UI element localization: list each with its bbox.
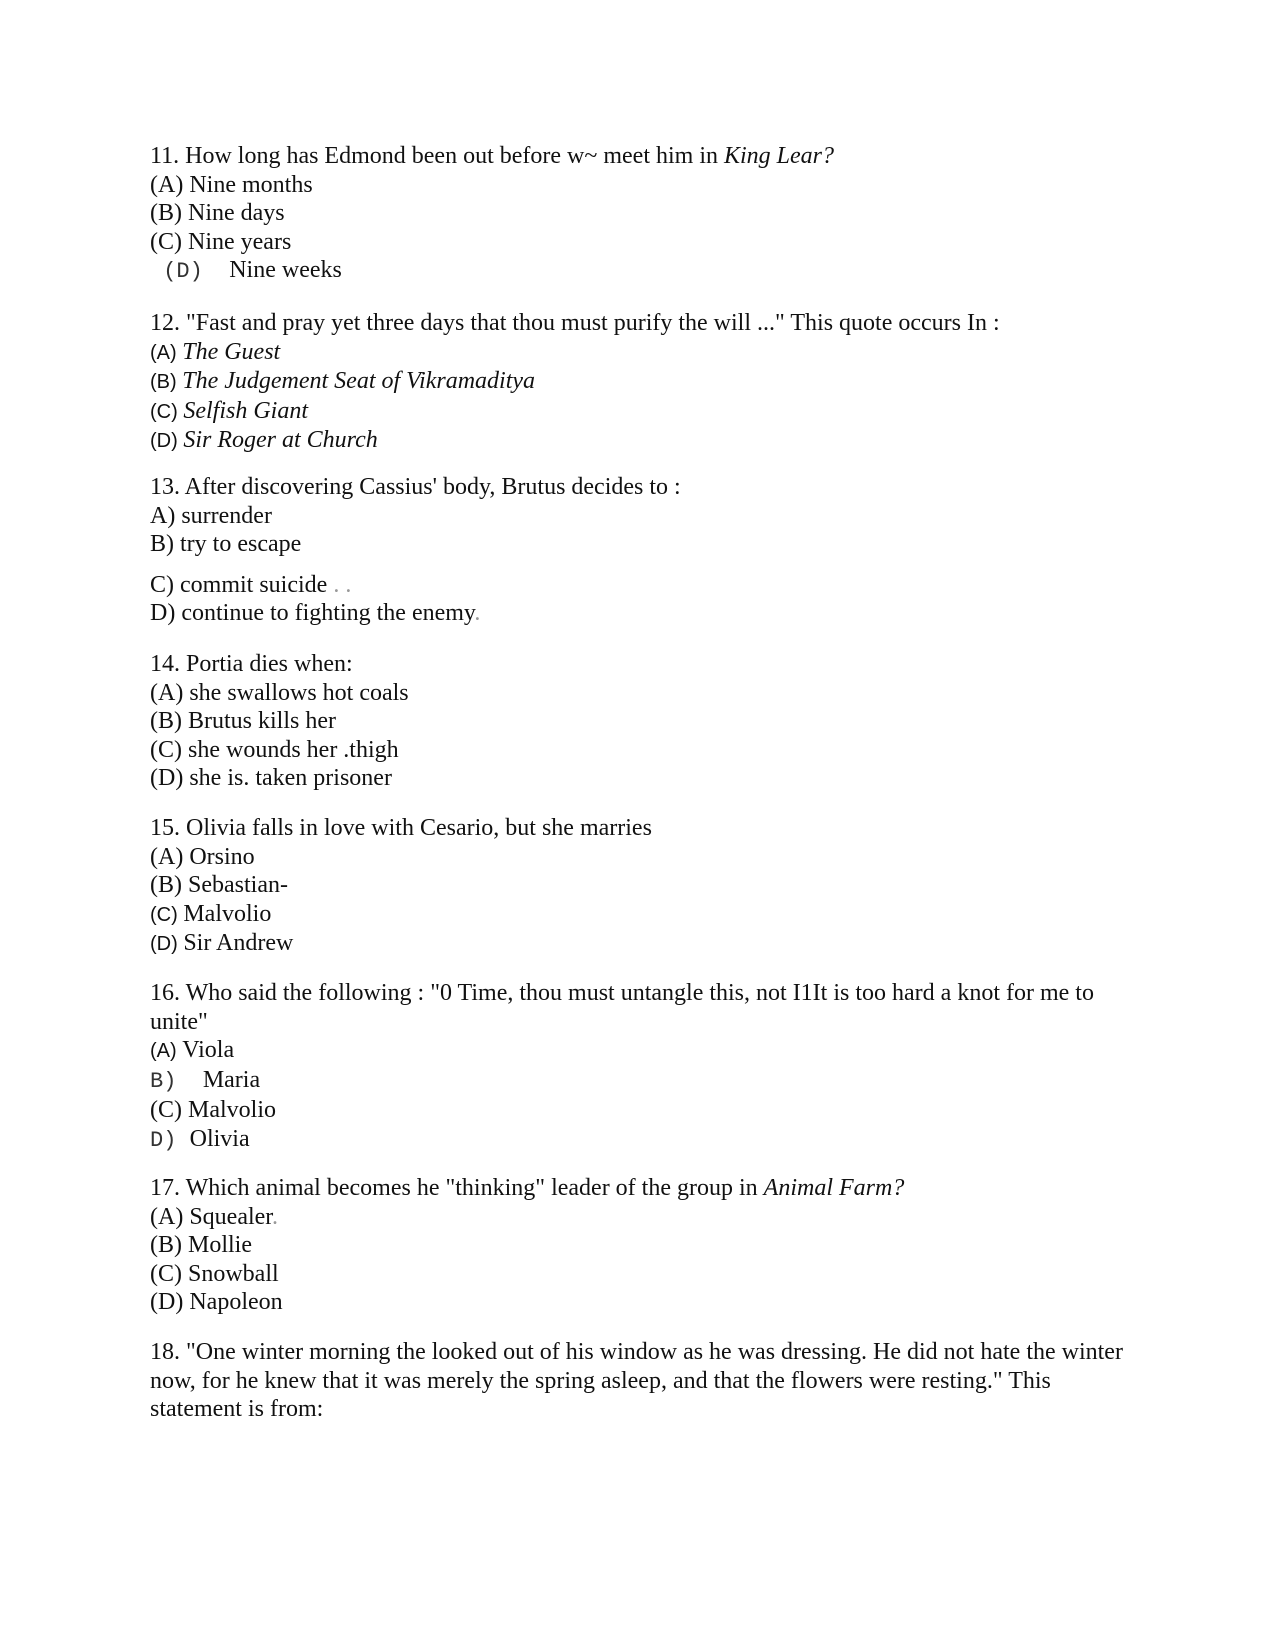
question-15 <box>150 814 1125 959</box>
option-c[interactable]: (C) Nine years <box>150 228 292 255</box>
question-stem: 18. "One winter morning the looked out of his window as he was dressing. He did not hate the winter now, for he knew that it was merely the spring asleep, and that the flowers were resting." This statement is from: <box>150 1339 1123 1422</box>
option-b[interactable]: B) try to escape <box>150 531 302 557</box>
option-c[interactable]: (C) Selfish Giant <box>150 397 308 424</box>
option-b[interactable]: B) Maria <box>150 1066 261 1094</box>
question-13 <box>150 473 1125 628</box>
option-c[interactable]: (C) she wounds her .thigh <box>150 736 399 763</box>
option-b[interactable]: (B) Brutus kills her <box>150 708 336 734</box>
option-a[interactable]: (A) she swallows hot coals <box>150 679 409 706</box>
question-stem: 15. Olivia falls in love with Cesario, but she marries <box>150 815 652 841</box>
option-a[interactable]: (A) Squealer. <box>150 1203 278 1230</box>
option-d[interactable]: (D) Sir Andrew <box>150 930 294 956</box>
question-11 <box>150 142 1125 287</box>
option-d[interactable]: (D) Sir Roger at Church <box>150 427 378 453</box>
work-title: King Lear? <box>723 143 834 169</box>
option-d[interactable]: (D) Nine weeks <box>150 257 342 284</box>
question-17 <box>150 1174 1125 1317</box>
option-b[interactable]: (B) Mollie <box>150 1232 252 1258</box>
option-b[interactable]: (B) Nine days <box>150 200 285 226</box>
question-stem: 12. "Fast and pray yet three days that thou must purify the will ..." This quote occurs In : <box>150 310 1000 336</box>
question-14 <box>150 650 1125 793</box>
option-d[interactable]: D) Olivia <box>150 1125 250 1153</box>
question-12 <box>150 309 1125 456</box>
option-a[interactable]: (A) Nine months <box>150 171 313 198</box>
question-16 <box>150 979 1125 1155</box>
option-a[interactable]: (A) The Guest <box>150 338 281 365</box>
option-a[interactable]: (A) Orsino <box>150 843 255 870</box>
option-b[interactable]: (B) The Judgement Seat of Vikramaditya <box>150 368 536 394</box>
option-c[interactable]: (C) Snowball <box>150 1260 279 1287</box>
option-c[interactable]: C) commit suicide . . <box>150 571 352 598</box>
option-d[interactable]: (D) she is. taken prisoner <box>150 765 392 791</box>
option-d[interactable]: D) continue to fighting the enemy. <box>150 600 481 626</box>
option-a[interactable]: A) surrender <box>150 502 272 529</box>
question-18 <box>150 1338 1125 1424</box>
question-stem: 14. Portia dies when: <box>150 651 353 677</box>
option-a[interactable]: (A) Viola <box>150 1037 235 1063</box>
option-b[interactable]: (B) Sebastian- <box>150 872 288 898</box>
question-stem: 11. How long has Edmond been out before w~ meet him in King Lear? <box>150 143 834 169</box>
option-c[interactable]: (C) Malvolio <box>150 1097 276 1123</box>
question-stem: 13. After discovering Cassius' body, Brutus decides to : <box>150 474 681 500</box>
option-c[interactable]: (C) Malvolio <box>150 900 272 927</box>
question-stem: 17. Which animal becomes he "thinking" leader of the group in Animal Farm? <box>150 1175 905 1201</box>
option-d[interactable]: (D) Napoleon <box>150 1289 283 1315</box>
question-stem: 16. Who said the following : "0 Time, thou must untangle this, not I1It is too hard a knot for me to unite" <box>150 980 1094 1035</box>
work-title: Animal Farm? <box>763 1175 905 1201</box>
